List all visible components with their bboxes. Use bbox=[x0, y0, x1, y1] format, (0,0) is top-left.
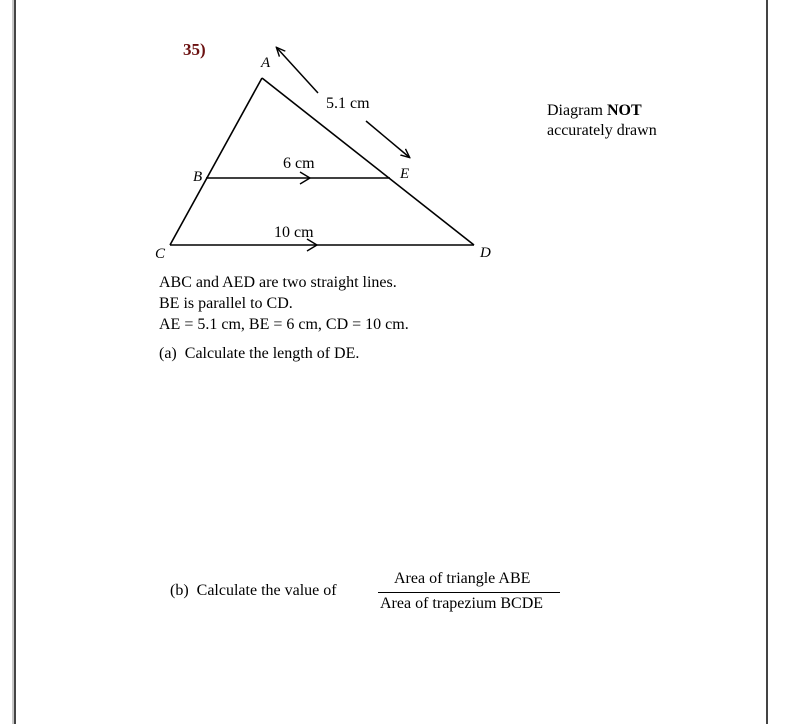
statement-2: BE is parallel to CD. bbox=[159, 295, 293, 312]
vertex-b: B bbox=[193, 169, 203, 185]
fraction-bar bbox=[378, 592, 560, 593]
part-b-label: (b) bbox=[170, 582, 189, 599]
fraction-numerator: Area of triangle ABE bbox=[394, 570, 531, 587]
part-a-label: (a) bbox=[159, 345, 177, 362]
part-b-text: Calculate the value of bbox=[196, 582, 337, 599]
side-ac bbox=[170, 78, 262, 245]
part-a bbox=[159, 345, 359, 363]
measure-be: 6 cm bbox=[283, 155, 315, 172]
fraction-denominator: Area of trapezium BCDE bbox=[380, 595, 544, 612]
vertex-c: C bbox=[155, 246, 166, 262]
note-text: Diagram bbox=[547, 102, 607, 119]
measure-arrow-e bbox=[366, 121, 409, 157]
measure-cd: 10 cm bbox=[274, 224, 314, 241]
vertex-d: D bbox=[480, 245, 491, 261]
vertex-a: A bbox=[261, 55, 271, 71]
note-bold: NOT bbox=[606, 102, 642, 119]
part-a-text: Calculate the length of DE. bbox=[184, 345, 360, 362]
part-b bbox=[170, 582, 337, 600]
vertex-e: E bbox=[400, 166, 410, 182]
measure-ae: 5.1 cm bbox=[326, 95, 370, 112]
question-number: 35) bbox=[183, 40, 206, 59]
statement-3: AE = 5.1 cm, BE = 6 cm, CD = 10 cm. bbox=[159, 316, 409, 333]
measure-arrow-a bbox=[277, 48, 318, 93]
note-line2: accurately drawn bbox=[547, 122, 657, 139]
statement-1: ABC and AED are two straight lines. bbox=[159, 274, 397, 291]
